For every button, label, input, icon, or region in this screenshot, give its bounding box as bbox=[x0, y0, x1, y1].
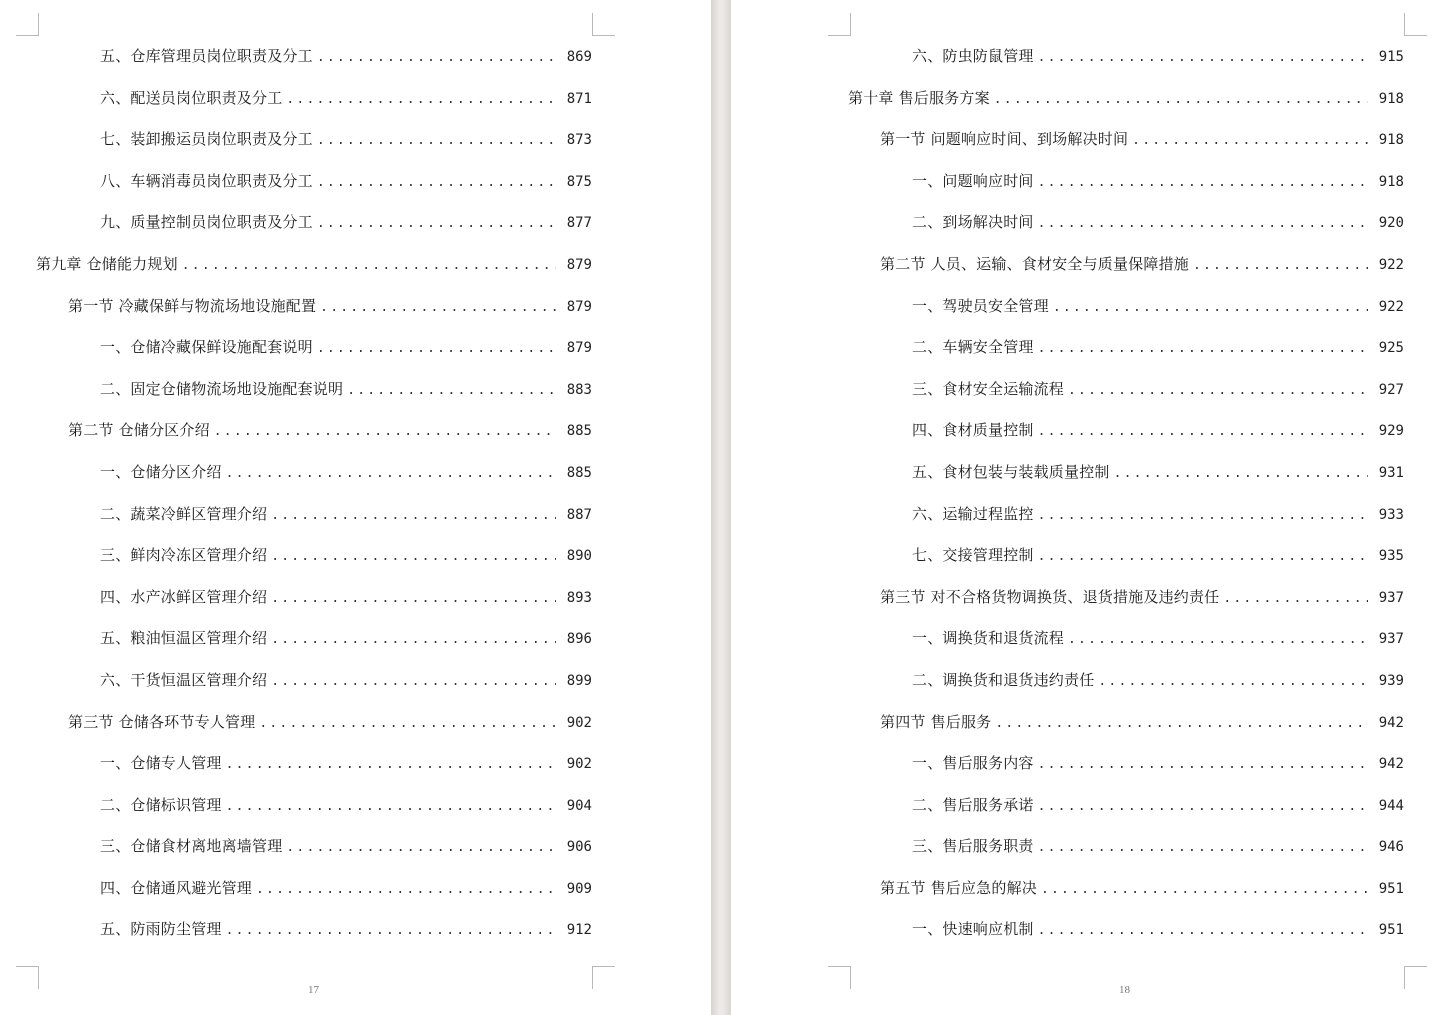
toc-entry[interactable] bbox=[36, 577, 592, 619]
toc-dot-leader bbox=[1193, 245, 1368, 287]
page-number: 17 bbox=[308, 984, 319, 996]
toc-dot-leader bbox=[259, 703, 556, 745]
toc-entry[interactable] bbox=[36, 494, 592, 536]
toc-entry-title: 三、售后服务职责 bbox=[912, 837, 1034, 856]
toc-entry-title: 一、快速响应机制 bbox=[912, 920, 1034, 939]
toc-entry[interactable] bbox=[848, 286, 1404, 328]
toc-entry-page-number: 883 bbox=[566, 381, 592, 398]
corner-mark-top-left bbox=[16, 13, 39, 36]
toc-entry-page-number: 927 bbox=[1378, 381, 1404, 398]
toc-entry-title: 三、食材安全运输流程 bbox=[912, 379, 1065, 398]
toc-dot-leader bbox=[271, 495, 556, 537]
toc-dot-leader bbox=[320, 287, 556, 329]
toc-dot-leader bbox=[214, 411, 556, 453]
toc-entry[interactable] bbox=[848, 909, 1404, 951]
toc-entry[interactable] bbox=[36, 410, 592, 452]
toc-entry-page-number: 902 bbox=[566, 756, 592, 773]
toc-entry-page-number: 887 bbox=[566, 506, 592, 523]
page-number: 18 bbox=[1119, 984, 1130, 996]
toc-entry[interactable] bbox=[36, 286, 592, 328]
toc-entry-title: 六、配送员岗位职责及分工 bbox=[100, 88, 283, 107]
toc-entry-title: 五、仓库管理员岗位职责及分工 bbox=[100, 47, 313, 65]
toc-entry[interactable] bbox=[848, 327, 1404, 369]
toc-entry-title: 五、防雨防尘管理 bbox=[100, 920, 222, 939]
toc-dot-leader bbox=[1068, 619, 1368, 661]
toc-entry[interactable] bbox=[848, 369, 1404, 411]
toc-entry-page-number: 871 bbox=[566, 90, 592, 107]
toc-dot-leader bbox=[317, 328, 556, 370]
toc-dot-leader bbox=[271, 661, 556, 703]
toc-dot-leader bbox=[317, 203, 556, 245]
toc-dot-leader bbox=[226, 744, 556, 786]
toc-entry[interactable] bbox=[36, 161, 592, 203]
page-left bbox=[0, 0, 711, 1015]
toc-entry[interactable] bbox=[848, 660, 1404, 702]
corner-mark-bottom-left bbox=[16, 966, 39, 989]
toc-entry-title: 第四节 售后服务 bbox=[880, 712, 992, 731]
toc-entry-page-number: 896 bbox=[566, 631, 592, 648]
page-right bbox=[731, 0, 1441, 1015]
toc-dot-leader bbox=[1038, 786, 1368, 828]
toc-entry-page-number: 951 bbox=[1378, 922, 1404, 939]
toc-entry[interactable] bbox=[848, 743, 1404, 785]
toc-entry-page-number: 869 bbox=[566, 49, 592, 65]
toc-entry[interactable] bbox=[848, 618, 1404, 660]
toc-dot-leader bbox=[1038, 495, 1368, 537]
toc-dot-leader bbox=[226, 910, 556, 952]
toc-entry[interactable] bbox=[848, 785, 1404, 827]
toc-entry-title: 六、防虫防鼠管理 bbox=[912, 47, 1034, 65]
toc-entry[interactable] bbox=[36, 743, 592, 785]
toc-entry-page-number: 873 bbox=[566, 132, 592, 149]
toc-entry-page-number: 922 bbox=[1378, 298, 1404, 315]
toc-entry-page-number: 939 bbox=[1378, 672, 1404, 689]
toc-dot-leader bbox=[286, 79, 556, 121]
toc-entry[interactable] bbox=[848, 161, 1404, 203]
toc-dot-leader bbox=[1053, 287, 1368, 329]
toc-dot-leader bbox=[1114, 453, 1368, 495]
toc-entry-title: 七、交接管理控制 bbox=[912, 546, 1034, 565]
toc-entry[interactable] bbox=[848, 410, 1404, 452]
toc-entry-page-number: 909 bbox=[566, 880, 592, 897]
toc-entry[interactable] bbox=[36, 327, 592, 369]
corner-mark-bottom-left bbox=[828, 966, 851, 989]
toc-entry-page-number: 918 bbox=[1378, 173, 1404, 190]
toc-dot-leader bbox=[1038, 328, 1368, 370]
toc-entry-title: 第三节 对不合格货物调换货、退货措施及违约责任 bbox=[880, 587, 1220, 606]
toc-entry-title: 二、售后服务承诺 bbox=[912, 795, 1034, 814]
toc-dot-leader bbox=[271, 536, 556, 578]
toc-dot-leader bbox=[1038, 411, 1368, 453]
toc-entry-title: 四、仓储通风避光管理 bbox=[100, 878, 253, 897]
corner-mark-bottom-right bbox=[592, 966, 615, 989]
toc-dot-leader bbox=[1038, 744, 1368, 786]
toc-entry-title: 三、仓储食材离地离墙管理 bbox=[100, 837, 283, 856]
toc-entry-title: 八、车辆消毒员岗位职责及分工 bbox=[100, 171, 313, 190]
toc-entry[interactable] bbox=[36, 36, 592, 78]
toc-entry-page-number: 879 bbox=[566, 256, 592, 273]
toc-entry[interactable] bbox=[848, 119, 1404, 161]
toc-entry[interactable] bbox=[36, 535, 592, 577]
table-of-contents-left bbox=[36, 36, 592, 951]
toc-entry-page-number: 931 bbox=[1378, 464, 1404, 481]
toc-dot-leader bbox=[1038, 162, 1368, 204]
toc-entry-title: 第二节 仓储分区介绍 bbox=[68, 421, 210, 440]
toc-entry-title: 一、调换货和退货流程 bbox=[912, 629, 1065, 648]
corner-mark-top-right bbox=[1404, 13, 1427, 36]
toc-dot-leader bbox=[1098, 661, 1368, 703]
toc-dot-leader bbox=[995, 703, 1368, 745]
toc-entry-page-number: 890 bbox=[566, 548, 592, 565]
toc-entry-title: 四、水产冰鲜区管理介绍 bbox=[100, 587, 268, 606]
toc-entry-title: 第九章 仓储能力规划 bbox=[36, 254, 178, 273]
toc-entry[interactable] bbox=[848, 868, 1404, 910]
toc-entry[interactable] bbox=[36, 618, 592, 660]
toc-entry[interactable] bbox=[848, 577, 1404, 619]
toc-dot-leader bbox=[317, 162, 556, 204]
toc-entry-page-number: 885 bbox=[566, 423, 592, 440]
toc-entry-page-number: 877 bbox=[566, 215, 592, 232]
toc-entry-page-number: 879 bbox=[566, 298, 592, 315]
toc-entry[interactable] bbox=[848, 494, 1404, 536]
toc-entry-page-number: 885 bbox=[566, 464, 592, 481]
toc-entry[interactable] bbox=[36, 78, 592, 120]
toc-entry-page-number: 925 bbox=[1378, 340, 1404, 357]
toc-entry-title: 二、到场解决时间 bbox=[912, 213, 1034, 232]
toc-entry-title: 九、质量控制员岗位职责及分工 bbox=[100, 213, 313, 232]
toc-dot-leader bbox=[182, 245, 556, 287]
page-gutter bbox=[711, 0, 731, 1015]
toc-entry[interactable] bbox=[848, 452, 1404, 494]
toc-entry[interactable] bbox=[36, 244, 592, 286]
toc-entry[interactable] bbox=[848, 244, 1404, 286]
corner-mark-top-right bbox=[592, 13, 615, 36]
toc-entry-title: 六、干货恒温区管理介绍 bbox=[100, 670, 268, 689]
toc-entry[interactable] bbox=[36, 785, 592, 827]
corner-mark-top-left bbox=[828, 13, 851, 36]
toc-entry-page-number: 946 bbox=[1378, 839, 1404, 856]
toc-dot-leader bbox=[1038, 203, 1368, 245]
toc-entry[interactable] bbox=[36, 452, 592, 494]
toc-entry-title: 一、售后服务内容 bbox=[912, 754, 1034, 773]
toc-entry[interactable] bbox=[848, 78, 1404, 120]
toc-entry-title: 五、食材包装与装载质量控制 bbox=[912, 462, 1110, 481]
toc-entry[interactable] bbox=[36, 702, 592, 744]
toc-entry[interactable] bbox=[36, 660, 592, 702]
toc-entry-page-number: 915 bbox=[1378, 49, 1404, 65]
toc-entry-title: 二、仓储标识管理 bbox=[100, 795, 222, 814]
toc-entry-page-number: 879 bbox=[566, 340, 592, 357]
toc-entry-title: 三、鲜肉冷冻区管理介绍 bbox=[100, 546, 268, 565]
toc-entry-title: 六、运输过程监控 bbox=[912, 504, 1034, 523]
toc-entry-title: 一、仓储分区介绍 bbox=[100, 462, 222, 481]
toc-entry-page-number: 929 bbox=[1378, 423, 1404, 440]
toc-dot-leader bbox=[1132, 120, 1368, 162]
toc-dot-leader bbox=[1038, 37, 1368, 79]
toc-entry-page-number: 935 bbox=[1378, 548, 1404, 565]
corner-mark-bottom-right bbox=[1404, 966, 1427, 989]
toc-entry-page-number: 937 bbox=[1378, 589, 1404, 606]
toc-entry-page-number: 899 bbox=[566, 672, 592, 689]
toc-entry-title: 第三节 仓储各环节专人管理 bbox=[68, 712, 256, 731]
toc-entry-page-number: 942 bbox=[1378, 756, 1404, 773]
toc-entry-page-number: 937 bbox=[1378, 631, 1404, 648]
toc-entry-page-number: 918 bbox=[1378, 132, 1404, 149]
toc-entry-title: 五、粮油恒温区管理介绍 bbox=[100, 629, 268, 648]
toc-dot-leader bbox=[1068, 370, 1368, 412]
toc-entry-page-number: 922 bbox=[1378, 256, 1404, 273]
toc-entry[interactable] bbox=[848, 36, 1404, 78]
toc-entry-page-number: 902 bbox=[566, 714, 592, 731]
toc-dot-leader bbox=[226, 453, 556, 495]
toc-entry-title: 一、仓储专人管理 bbox=[100, 754, 222, 773]
toc-entry-page-number: 933 bbox=[1378, 506, 1404, 523]
toc-dot-leader bbox=[286, 827, 556, 869]
toc-entry-title: 一、驾驶员安全管理 bbox=[912, 296, 1049, 315]
toc-entry-title: 第五节 售后应急的解决 bbox=[880, 878, 1037, 897]
toc-dot-leader bbox=[271, 578, 556, 620]
toc-entry-title: 四、食材质量控制 bbox=[912, 421, 1034, 440]
toc-entry-title: 二、固定仓储物流场地设施配套说明 bbox=[100, 379, 344, 398]
toc-entry-title: 第一节 问题响应时间、到场解决时间 bbox=[880, 130, 1129, 149]
toc-entry-title: 一、仓储冷藏保鲜设施配套说明 bbox=[100, 338, 313, 357]
toc-entry-title: 一、问题响应时间 bbox=[912, 171, 1034, 190]
toc-entry-page-number: 918 bbox=[1378, 90, 1404, 107]
toc-dot-leader bbox=[1038, 536, 1368, 578]
toc-entry[interactable] bbox=[848, 702, 1404, 744]
toc-entry-title: 第十章 售后服务方案 bbox=[848, 88, 990, 107]
toc-entry[interactable] bbox=[848, 535, 1404, 577]
toc-dot-leader bbox=[317, 37, 556, 79]
toc-entry-page-number: 920 bbox=[1378, 215, 1404, 232]
toc-entry-page-number: 893 bbox=[566, 589, 592, 606]
toc-dot-leader bbox=[347, 370, 556, 412]
toc-dot-leader bbox=[1038, 910, 1368, 952]
toc-entry-title: 二、车辆安全管理 bbox=[912, 338, 1034, 357]
toc-entry-page-number: 942 bbox=[1378, 714, 1404, 731]
toc-entry-page-number: 875 bbox=[566, 173, 592, 190]
toc-dot-leader bbox=[1223, 578, 1368, 620]
toc-entry[interactable] bbox=[36, 909, 592, 951]
toc-entry[interactable] bbox=[848, 826, 1404, 868]
toc-dot-leader bbox=[1038, 827, 1368, 869]
toc-dot-leader bbox=[317, 120, 556, 162]
toc-entry[interactable] bbox=[36, 826, 592, 868]
toc-entry-page-number: 951 bbox=[1378, 880, 1404, 897]
toc-entry-title: 二、蔬菜冷鲜区管理介绍 bbox=[100, 504, 268, 523]
toc-dot-leader bbox=[226, 786, 556, 828]
toc-dot-leader bbox=[271, 619, 556, 661]
toc-entry-page-number: 912 bbox=[566, 922, 592, 939]
toc-entry-title: 二、调换货和退货违约责任 bbox=[912, 670, 1095, 689]
toc-entry[interactable] bbox=[36, 202, 592, 244]
toc-dot-leader bbox=[256, 869, 556, 911]
toc-entry-title: 第一节 冷藏保鲜与物流场地设施配置 bbox=[68, 296, 317, 315]
toc-dot-leader bbox=[1041, 869, 1368, 911]
toc-entry-page-number: 906 bbox=[566, 839, 592, 856]
toc-entry-page-number: 944 bbox=[1378, 797, 1404, 814]
toc-entry-title: 第二节 人员、运输、食材安全与质量保障措施 bbox=[880, 254, 1189, 273]
toc-entry[interactable] bbox=[36, 868, 592, 910]
toc-entry[interactable] bbox=[848, 202, 1404, 244]
toc-dot-leader bbox=[994, 79, 1368, 121]
table-of-contents-right bbox=[848, 36, 1404, 951]
toc-entry-page-number: 904 bbox=[566, 797, 592, 814]
toc-entry-title: 七、装卸搬运员岗位职责及分工 bbox=[100, 130, 313, 149]
toc-entry[interactable] bbox=[36, 369, 592, 411]
toc-entry[interactable] bbox=[36, 119, 592, 161]
